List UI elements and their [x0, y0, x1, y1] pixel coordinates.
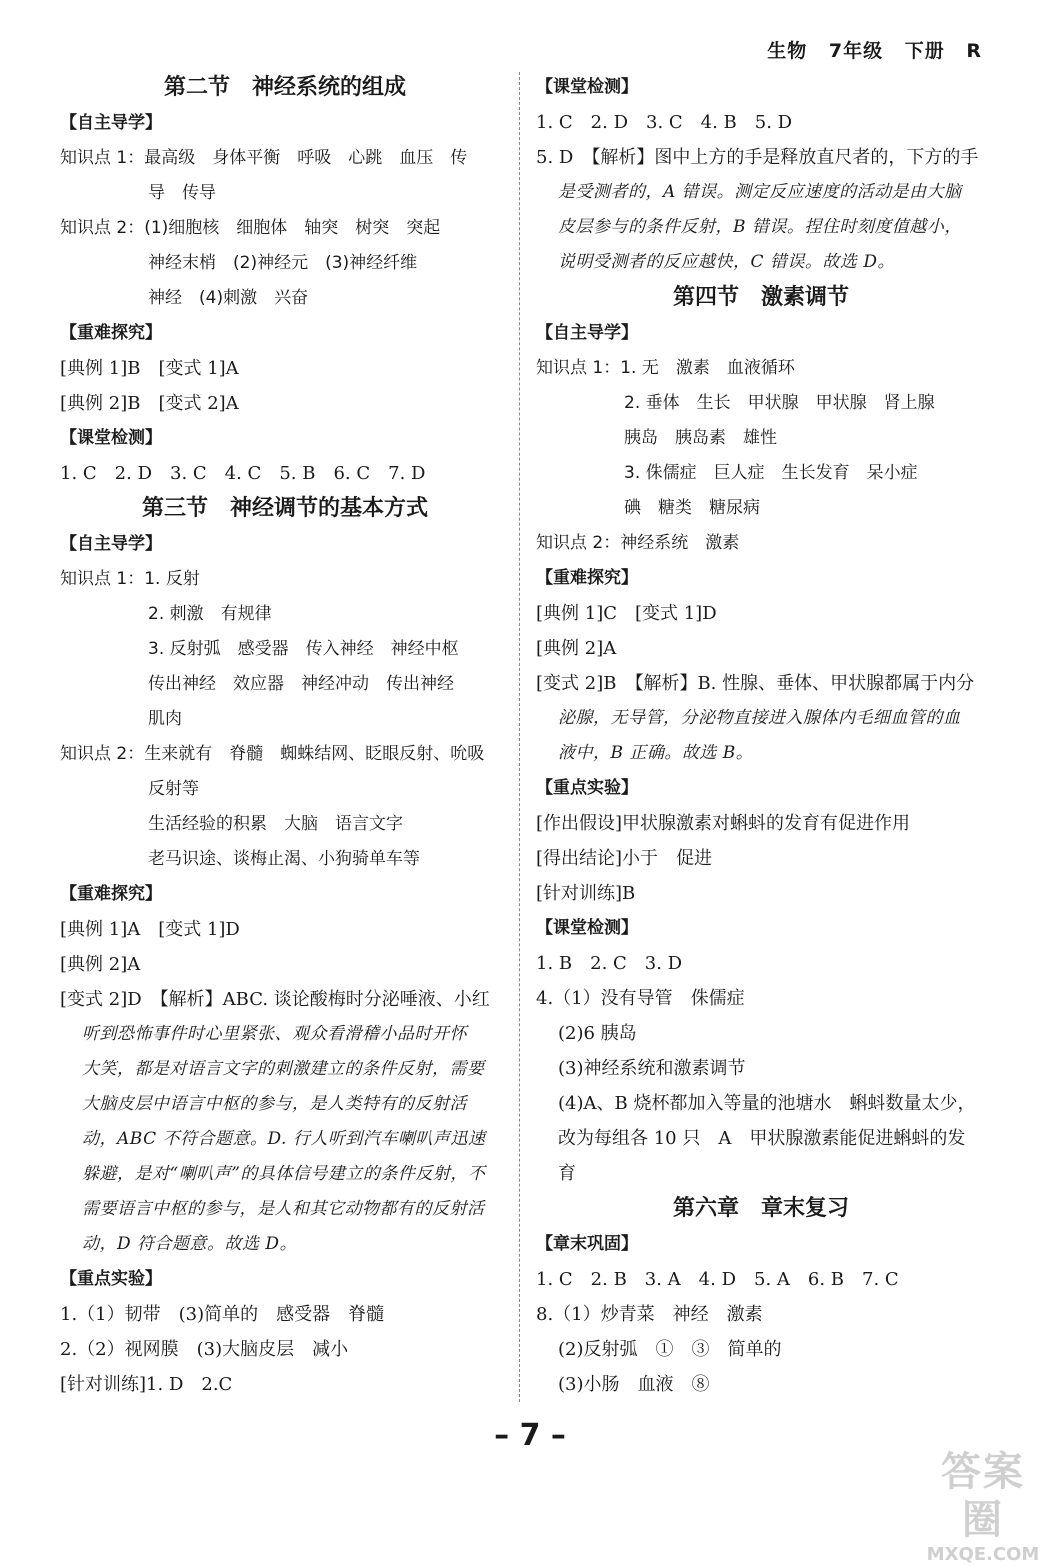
section-heading: 【重难探究】	[536, 568, 638, 588]
analysis-line: [变式 2]D 【解析】ABC. 谈论酸梅时分泌唾液、小红	[60, 989, 490, 1010]
answer-line: 碘 糖类 糖尿病	[624, 498, 760, 518]
header-subject: 生物	[767, 40, 808, 62]
answer-line: 知识点 2：生来就有 脊髓 蜘蛛结网、眨眼反射、吮吸	[60, 744, 485, 764]
section-heading: 【课堂检测】	[60, 428, 162, 448]
answer-line: 反射等	[148, 779, 199, 799]
section-heading: 【章末巩固】	[536, 1234, 638, 1254]
answer-line: 8.（1）炒青菜 神经 激素	[536, 1304, 763, 1325]
page-number: – 7 –	[494, 1418, 566, 1453]
analysis-line: 说明受测者的反应越快，C 错误。故选 D。	[558, 252, 895, 272]
analysis-line: 动，D 符合题意。故选 D。	[82, 1234, 298, 1254]
analysis-line: 皮层参与的条件反射，B 错误。捏住时刻度值越小，	[558, 217, 962, 237]
analysis-line: 是受测者的，A 错误。测定反应速度的活动是由大脑	[558, 182, 962, 202]
answer-line: 4.（1）没有导管 侏儒症	[536, 988, 745, 1009]
analysis-line: 泌腺，无导管，分泌物直接进入腺体内毛细血管的血	[558, 708, 961, 728]
column-divider	[519, 72, 520, 1402]
answer-line: [典例 2]A	[536, 638, 617, 659]
answer-line: [典例 2]B [变式 2]A	[60, 393, 239, 414]
section-heading: 【课堂检测】	[536, 77, 638, 97]
answer-line: 1. C 2. D 3. C 4. B 5. D	[536, 112, 793, 133]
answer-line: 导 传导	[148, 183, 216, 203]
answer-line: (3)小肠 血液 ⑧	[558, 1374, 710, 1395]
section-heading: 【自主导学】	[60, 113, 162, 133]
watermark-logo: 答案圈	[941, 1449, 1025, 1543]
answer-line: 老马识途、谈梅止渴、小狗骑单车等	[148, 849, 420, 869]
watermark-url: MXQE.COM	[926, 1544, 1040, 1565]
section-heading: 【重难探究】	[60, 323, 162, 343]
answer-line: [典例 1]B [变式 1]A	[60, 358, 239, 379]
answer-line: 3. 侏儒症 巨人症 生长发育 呆小症	[624, 463, 918, 483]
analysis-line: 5. D 【解析】图中上方的手是释放直尺者的，下方的手	[536, 147, 979, 168]
section-title: 第三节 神经调节的基本方式	[141, 496, 428, 521]
answer-line: [针对训练]1. D 2.C	[60, 1374, 233, 1395]
answer-line: [针对训练]B	[536, 883, 636, 904]
section-heading: 【重点实验】	[60, 1269, 162, 1289]
answer-line: 知识点 2：神经系统 激素	[536, 533, 740, 553]
answer-line: (2)反射弧 ① ③ 简单的	[558, 1339, 782, 1360]
answer-line: 胰岛 胰岛素 雄性	[624, 428, 777, 448]
right-column	[536, 70, 986, 1402]
answer-line: 肌肉	[148, 709, 182, 729]
watermark	[924, 1448, 1042, 1565]
analysis-line: 动，ABC 不符合题意。D. 行人听到汽车喇叭声迅速	[82, 1129, 486, 1149]
answer-line: 3. 反射弧 感受器 传入神经 神经中枢	[148, 639, 459, 659]
answer-line: 1. C 2. B 3. A 4. D 5. A 6. B 7. C	[536, 1269, 899, 1290]
analysis-line: 液中，B 正确。故选 B。	[558, 743, 754, 763]
left-column	[60, 70, 510, 1402]
answer-line: 神经末梢 (2)神经元 (3)神经纤维	[148, 253, 418, 273]
section-heading: 【自主导学】	[60, 534, 162, 554]
analysis-line: [变式 2]B 【解析】B. 性腺、垂体、甲状腺都属于内分	[536, 673, 975, 694]
section-heading: 【自主导学】	[536, 323, 638, 343]
section-heading: 【重难探究】	[60, 884, 162, 904]
answer-line: [典例 1]A [变式 1]D	[60, 919, 240, 940]
answer-line: 传出神经 效应器 神经冲动 传出神经	[148, 674, 454, 694]
answer-line: 知识点 1：最高级 身体平衡 呼吸 心跳 血压 传	[60, 148, 468, 168]
section-heading: 【重点实验】	[536, 778, 638, 798]
answer-line: 2.（2）视网膜 (3)大脑皮层 减小	[60, 1339, 349, 1360]
answer-line: (3)神经系统和激素调节	[558, 1058, 746, 1079]
answer-line: 神经 (4)刺激 兴奋	[148, 288, 309, 308]
page-header	[753, 36, 982, 63]
answer-line: [作出假设]甲状腺激素对蝌蚪的发育有促进作用	[536, 813, 911, 834]
answer-line: 知识点 2：(1)细胞核 细胞体 轴突 树突 突起	[60, 218, 441, 238]
answer-line: [典例 1]C [变式 1]D	[536, 603, 717, 624]
answer-line: 1.（1）韧带 (3)简单的 感受器 脊髓	[60, 1304, 385, 1325]
header-edition: R	[966, 40, 982, 62]
answer-line: 1. B 2. C 3. D	[536, 953, 683, 974]
answer-line: 1. C 2. D 3. C 4. C 5. B 6. C 7. D	[60, 463, 426, 484]
answer-line: 知识点 1：1. 反射	[60, 569, 200, 589]
analysis-line: 大笑，都是对语言文字的刺激建立的条件反射，需要	[82, 1059, 485, 1079]
answer-line: 改为每组各 10 只 A 甲状腺激素能促进蝌蚪的发	[558, 1128, 966, 1149]
analysis-line: 需要语言中枢的参与，是人和其它动物都有的反射活	[82, 1199, 485, 1219]
analysis-line: 躲避，是对“喇叭声”的具体信号建立的条件反射，不	[82, 1164, 486, 1184]
answer-line: 育	[558, 1163, 576, 1184]
answer-line: 生活经验的积累 大脑 语言文字	[148, 814, 403, 834]
answer-line: (2)6 胰岛	[558, 1023, 637, 1044]
analysis-line: 听到恐怖事件时心里紧张、观众看滑稽小品时开怀	[82, 1024, 467, 1044]
answer-line: 知识点 1：1. 无 激素 血液循环	[536, 358, 795, 378]
page-number-value: 7	[519, 1418, 541, 1453]
section-title: 第四节 激素调节	[672, 285, 849, 310]
section-title: 第六章 章末复习	[672, 1196, 849, 1221]
analysis-line: 大脑皮层中语言中枢的参与，是人类特有的反射活	[82, 1094, 467, 1114]
answer-line: 2. 刺激 有规律	[148, 604, 272, 624]
answer-line: (4)A、B 烧杯都加入等量的池塘水 蝌蚪数量太少，	[558, 1093, 976, 1114]
answer-line: [得出结论]小于 促进	[536, 848, 713, 869]
section-title: 第二节 神经系统的组成	[163, 75, 406, 100]
answer-line: [典例 2]A	[60, 954, 141, 975]
header-grade: 7年级	[828, 40, 884, 62]
header-volume: 下册	[904, 40, 945, 62]
section-heading: 【课堂检测】	[536, 918, 638, 938]
answer-line: 2. 垂体 生长 甲状腺 甲状腺 肾上腺	[624, 393, 935, 413]
